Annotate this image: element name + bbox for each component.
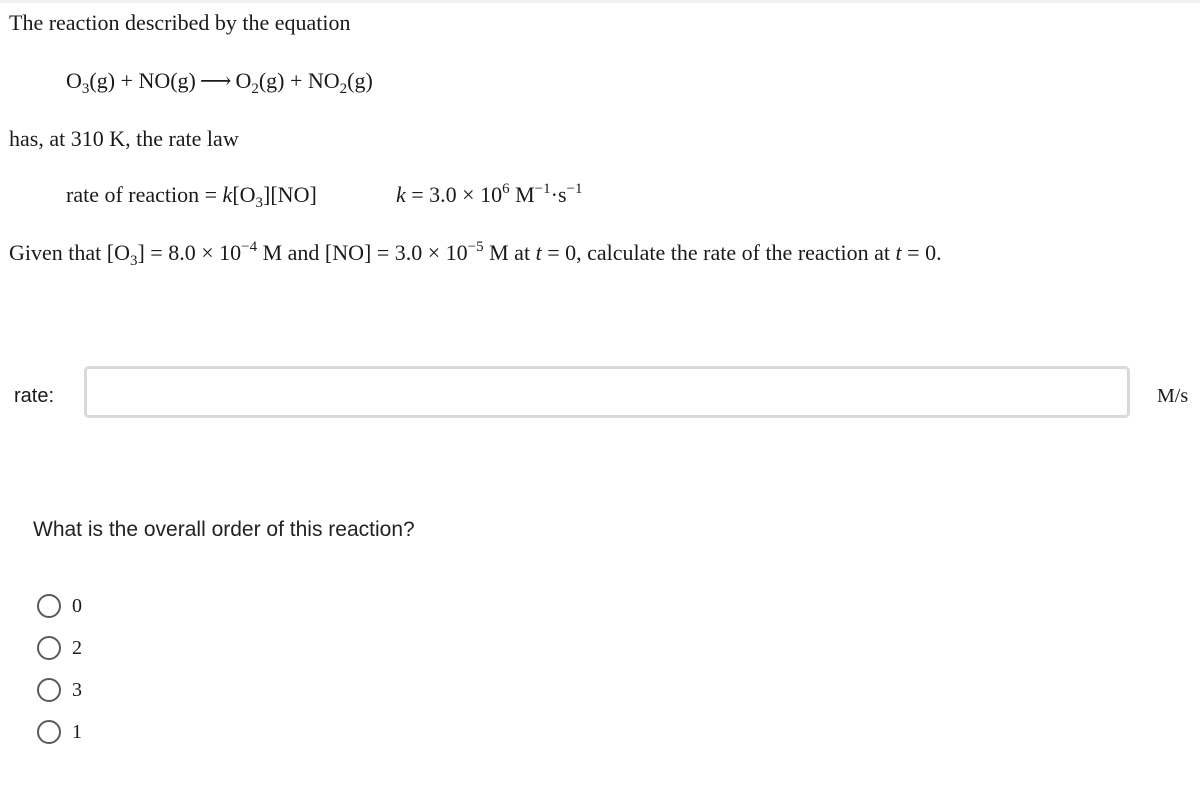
temperature-condition: has, at 310 K, the rate law xyxy=(9,126,239,151)
given-conditions xyxy=(9,239,942,269)
rate-law-k: k xyxy=(222,182,233,207)
rate-law xyxy=(66,182,317,211)
rate-constant-exponent: 6 xyxy=(502,181,510,197)
option-label: 1 xyxy=(72,721,82,743)
option-3[interactable] xyxy=(37,675,82,705)
given-exponent-2: −5 xyxy=(467,239,484,255)
rate-constant-unit-m: M xyxy=(509,182,535,207)
option-label: 3 xyxy=(72,679,82,701)
chemical-equation xyxy=(66,68,373,97)
radio-circle-icon[interactable] xyxy=(37,720,61,744)
eq-o3: O xyxy=(66,68,82,93)
eq-products-end: (g) xyxy=(347,68,373,93)
option-label: 2 xyxy=(72,637,82,659)
given-text-1: Given that [O xyxy=(9,240,130,265)
rate-law-conc1: [O xyxy=(232,182,256,207)
option-label: 0 xyxy=(72,595,82,617)
given-text-4: M at xyxy=(483,240,536,265)
rate-constant-symbol: k xyxy=(396,182,406,207)
given-text-6: = 0. xyxy=(901,240,942,265)
rate-constant xyxy=(396,182,582,208)
given-t-1: t xyxy=(535,240,542,265)
rate-constant-unit-s: ·s xyxy=(550,182,567,207)
top-divider xyxy=(0,0,1200,3)
given-t-2: t xyxy=(895,240,902,265)
given-text-5: = 0, calculate the rate of the reaction at xyxy=(541,240,896,265)
order-question: What is the overall order of this reaction? xyxy=(33,518,415,541)
given-text-3: M and [NO] = 3.0 × 10 xyxy=(257,240,468,265)
radio-circle-icon[interactable] xyxy=(37,636,61,660)
eq-o2-subscript: 2 xyxy=(251,81,259,97)
radio-circle-icon[interactable] xyxy=(37,594,61,618)
rate-constant-value: = 3.0 × 10 xyxy=(405,182,503,207)
radio-circle-icon[interactable] xyxy=(37,678,61,702)
rate-law-conc2: ][NO] xyxy=(263,182,317,207)
reaction-arrow-icon: ⟶ xyxy=(199,68,232,93)
eq-products-mid: (g) + NO xyxy=(258,68,340,93)
rate-answer-input[interactable] xyxy=(84,366,1130,418)
given-o3-subscript: 3 xyxy=(129,253,138,269)
rate-unit: M/s xyxy=(1157,385,1189,407)
eq-o2: O xyxy=(235,68,252,93)
given-text-2: ] = 8.0 × 10 xyxy=(137,240,242,265)
option-1[interactable] xyxy=(37,717,82,747)
rate-constant-unit-s-exp: −1 xyxy=(566,181,583,197)
rate-law-o3-subscript: 3 xyxy=(255,195,264,211)
option-2[interactable] xyxy=(37,633,82,663)
eq-o3-subscript: 3 xyxy=(81,81,90,97)
rate-constant-unit-m-exp: −1 xyxy=(534,181,551,197)
eq-reactants-rest: (g) + NO(g) xyxy=(89,68,196,93)
given-exponent-1: −4 xyxy=(241,239,258,255)
rate-law-label: rate of reaction = xyxy=(66,182,223,207)
eq-no2-subscript: 2 xyxy=(339,81,348,97)
rate-label: rate: xyxy=(14,385,55,407)
problem-intro: The reaction described by the equation xyxy=(9,10,351,35)
option-0[interactable] xyxy=(37,591,82,621)
